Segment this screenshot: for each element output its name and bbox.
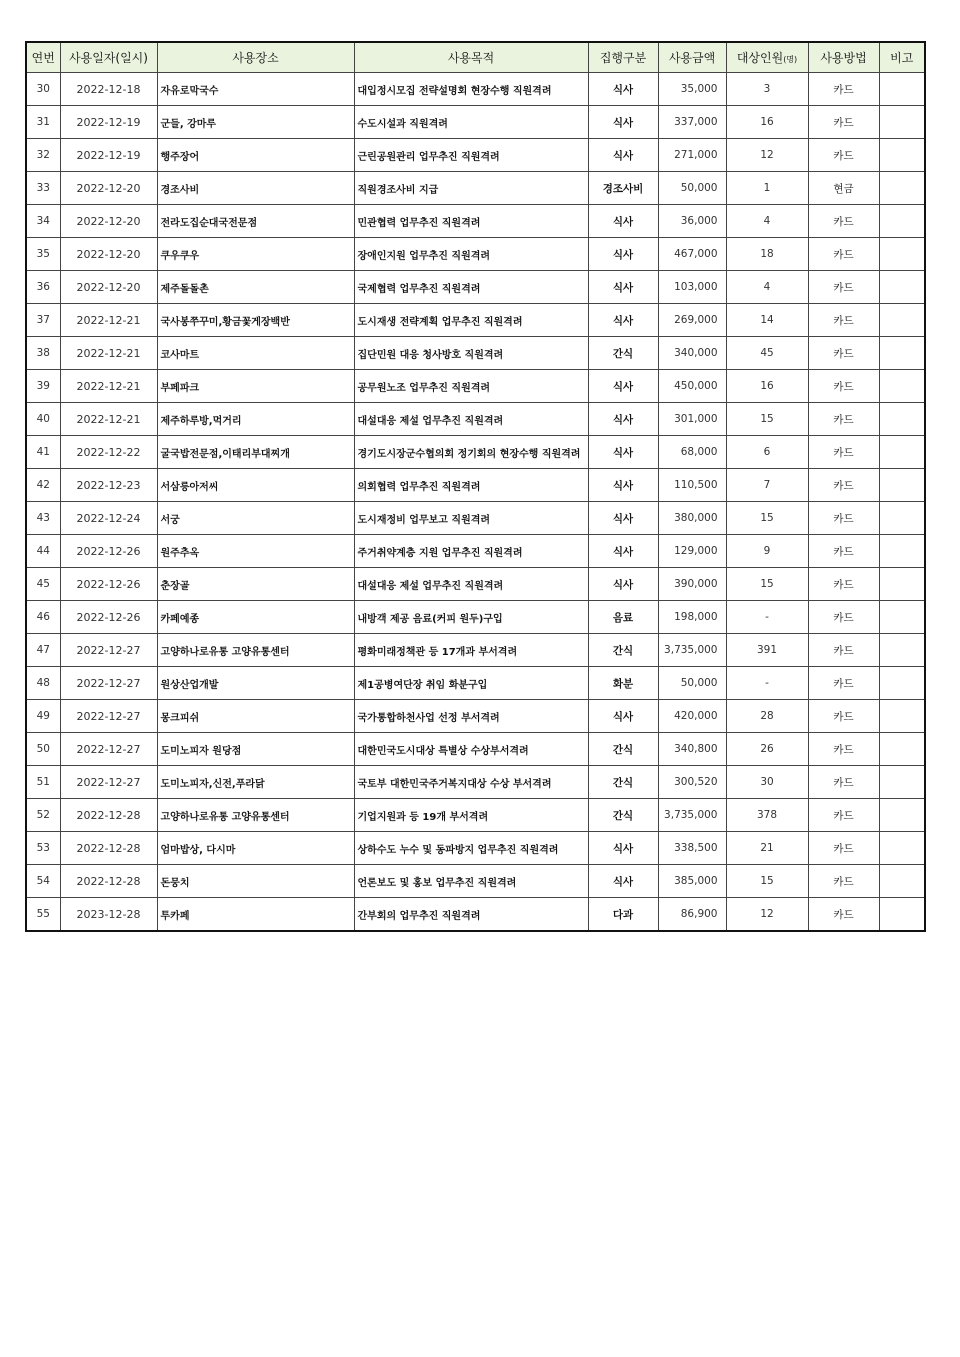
cell-people: 15 [726,865,808,898]
cell-people: 28 [726,700,808,733]
cell-amount: 271,000 [658,139,726,172]
cell-purpose: 집단민원 대응 청사방호 직원격려 [354,337,588,370]
cell-purpose: 대입정시모집 전략설명회 현장수행 직원격려 [354,73,588,106]
cell-people: 14 [726,304,808,337]
cell-purpose: 민관협력 업무추진 직원격려 [354,205,588,238]
table-row [26,733,925,766]
cell-people: 15 [726,403,808,436]
cell-note [879,568,925,601]
cell-category: 다과 [588,898,658,932]
cell-date: 2022-12-26 [60,535,157,568]
cell-purpose: 장애인지원 업무추진 직원격려 [354,238,588,271]
header-people-unit: (명) [783,55,798,64]
cell-method: 카드 [808,634,879,667]
cell-category: 간식 [588,337,658,370]
cell-note [879,832,925,865]
table-row [26,337,925,370]
cell-category: 식사 [588,403,658,436]
cell-method: 카드 [808,436,879,469]
cell-amount: 380,000 [658,502,726,535]
cell-date: 2022-12-27 [60,667,157,700]
cell-amount: 420,000 [658,700,726,733]
cell-note [879,139,925,172]
cell-people: 4 [726,271,808,304]
cell-amount: 340,000 [658,337,726,370]
cell-no: 42 [26,469,60,502]
cell-people: 21 [726,832,808,865]
cell-no: 41 [26,436,60,469]
cell-method: 카드 [808,832,879,865]
cell-note [879,799,925,832]
cell-people: 12 [726,898,808,932]
cell-no: 32 [26,139,60,172]
cell-category: 간식 [588,634,658,667]
table-row [26,436,925,469]
cell-note [879,304,925,337]
cell-amount: 337,000 [658,106,726,139]
cell-place: 서궁 [157,502,354,535]
cell-people: 15 [726,568,808,601]
table-row [26,106,925,139]
cell-date: 2022-12-18 [60,73,157,106]
cell-amount: 300,520 [658,766,726,799]
cell-no: 47 [26,634,60,667]
cell-date: 2022-12-27 [60,700,157,733]
cell-purpose: 공무원노조 업무추진 직원격려 [354,370,588,403]
cell-category: 화분 [588,667,658,700]
cell-note [879,898,925,932]
cell-date: 2022-12-19 [60,106,157,139]
header-place: 사용장소 [157,42,354,73]
cell-category: 식사 [588,502,658,535]
cell-date: 2022-12-28 [60,865,157,898]
table-row [26,568,925,601]
cell-people: 4 [726,205,808,238]
cell-place: 도미노피자 원당점 [157,733,354,766]
cell-place: 경조사비 [157,172,354,205]
cell-no: 48 [26,667,60,700]
cell-people: - [726,601,808,634]
cell-place: 행주장어 [157,139,354,172]
cell-purpose: 평화미래정책관 등 17개과 부서격려 [354,634,588,667]
table-row [26,73,925,106]
table-row [26,370,925,403]
cell-method: 카드 [808,403,879,436]
cell-people: 3 [726,73,808,106]
cell-method: 카드 [808,700,879,733]
cell-amount: 36,000 [658,205,726,238]
cell-no: 30 [26,73,60,106]
cell-note [879,73,925,106]
cell-purpose: 주거취약계층 지원 업무추진 직원격려 [354,535,588,568]
header-method: 사용방법 [808,42,879,73]
cell-category: 식사 [588,271,658,304]
cell-category: 식사 [588,469,658,502]
cell-purpose: 의회협력 업무추진 직원격려 [354,469,588,502]
cell-method: 카드 [808,865,879,898]
cell-purpose: 제1공병여단장 취임 화분구입 [354,667,588,700]
cell-date: 2022-12-26 [60,568,157,601]
cell-date: 2022-12-21 [60,403,157,436]
cell-note [879,370,925,403]
cell-date: 2022-12-20 [60,172,157,205]
cell-method: 카드 [808,601,879,634]
cell-purpose: 내방객 제공 음료(커피 원두)구입 [354,601,588,634]
cell-note [879,271,925,304]
table-row [26,403,925,436]
table-header-row [26,42,925,73]
cell-purpose: 국제협력 업무추진 직원격려 [354,271,588,304]
cell-category: 식사 [588,106,658,139]
cell-amount: 50,000 [658,667,726,700]
table-row [26,238,925,271]
cell-note [879,634,925,667]
cell-amount: 129,000 [658,535,726,568]
cell-place: 원주추옥 [157,535,354,568]
header-people-label: 대상인원 [736,51,784,65]
cell-no: 45 [26,568,60,601]
cell-place: 굴국밥전문점,이태리부대찌개 [157,436,354,469]
cell-no: 39 [26,370,60,403]
cell-method: 카드 [808,799,879,832]
cell-place: 몽크피쉬 [157,700,354,733]
cell-note [879,865,925,898]
cell-place: 투카페 [157,898,354,932]
cell-no: 40 [26,403,60,436]
cell-place: 국사봉쭈꾸미,황금꽃게장백반 [157,304,354,337]
cell-note [879,238,925,271]
cell-category: 식사 [588,370,658,403]
header-people [726,42,808,73]
cell-amount: 390,000 [658,568,726,601]
header-no: 연번 [26,42,60,73]
cell-amount: 35,000 [658,73,726,106]
cell-no: 55 [26,898,60,932]
cell-place: 자유로막국수 [157,73,354,106]
cell-no: 51 [26,766,60,799]
cell-place: 전라도집순대국전문점 [157,205,354,238]
cell-category: 식사 [588,73,658,106]
cell-method: 카드 [808,766,879,799]
header-date: 사용일자(일시) [60,42,157,73]
cell-place: 돈뭉치 [157,865,354,898]
cell-date: 2022-12-21 [60,304,157,337]
cell-amount: 3,735,000 [658,799,726,832]
cell-method: 카드 [808,205,879,238]
cell-no: 35 [26,238,60,271]
cell-category: 식사 [588,139,658,172]
cell-people: 6 [726,436,808,469]
cell-people: 15 [726,502,808,535]
cell-note [879,667,925,700]
cell-place: 쿠우쿠우 [157,238,354,271]
cell-place: 카페예종 [157,601,354,634]
cell-note [879,106,925,139]
cell-people: 26 [726,733,808,766]
table-row [26,304,925,337]
cell-date: 2022-12-28 [60,832,157,865]
cell-place: 고양하나로유통 고양유통센터 [157,799,354,832]
cell-purpose: 경기도시장군수협의회 정기회의 현장수행 직원격려 [354,436,588,469]
cell-purpose: 도시재생 전략계획 업무추진 직원격려 [354,304,588,337]
cell-no: 49 [26,700,60,733]
cell-place: 엄마밥상, 다시마 [157,832,354,865]
cell-method: 카드 [808,667,879,700]
table-row [26,205,925,238]
cell-amount: 103,000 [658,271,726,304]
cell-category: 간식 [588,733,658,766]
cell-note [879,436,925,469]
table-row [26,634,925,667]
cell-purpose: 대한민국도시대상 특별상 수상부서격려 [354,733,588,766]
cell-purpose: 대설대응 제설 업무추진 직원격려 [354,568,588,601]
table-body [26,73,925,932]
cell-note [879,700,925,733]
cell-people: 391 [726,634,808,667]
cell-date: 2022-12-27 [60,733,157,766]
cell-date: 2022-12-20 [60,271,157,304]
cell-method: 카드 [808,271,879,304]
cell-amount: 68,000 [658,436,726,469]
cell-date: 2022-12-27 [60,766,157,799]
cell-amount: 50,000 [658,172,726,205]
table-row [26,865,925,898]
cell-no: 46 [26,601,60,634]
cell-no: 43 [26,502,60,535]
cell-date: 2023-12-28 [60,898,157,932]
cell-people: 16 [726,106,808,139]
cell-people: 378 [726,799,808,832]
cell-no: 53 [26,832,60,865]
cell-date: 2022-12-19 [60,139,157,172]
cell-note [879,403,925,436]
cell-no: 54 [26,865,60,898]
cell-place: 코사마트 [157,337,354,370]
cell-people: - [726,667,808,700]
cell-method: 카드 [808,535,879,568]
cell-note [879,766,925,799]
cell-category: 식사 [588,700,658,733]
cell-purpose: 도시재정비 업무보고 직원격려 [354,502,588,535]
table-row [26,898,925,932]
cell-amount: 198,000 [658,601,726,634]
cell-category: 식사 [588,205,658,238]
cell-place: 부페파크 [157,370,354,403]
cell-place: 춘장골 [157,568,354,601]
cell-method: 카드 [808,73,879,106]
cell-amount: 269,000 [658,304,726,337]
cell-date: 2022-12-20 [60,238,157,271]
cell-people: 30 [726,766,808,799]
cell-note [879,733,925,766]
cell-purpose: 수도시설과 직원격려 [354,106,588,139]
table-row [26,601,925,634]
table-row [26,469,925,502]
cell-amount: 86,900 [658,898,726,932]
cell-amount: 450,000 [658,370,726,403]
expense-table [25,41,926,932]
cell-method: 카드 [808,898,879,932]
cell-category: 간식 [588,766,658,799]
cell-amount: 338,500 [658,832,726,865]
header-purpose: 사용목적 [354,42,588,73]
cell-note [879,172,925,205]
cell-date: 2022-12-27 [60,634,157,667]
table-row [26,799,925,832]
cell-category: 식사 [588,304,658,337]
cell-people: 45 [726,337,808,370]
cell-purpose: 간부회의 업무추진 직원격려 [354,898,588,932]
cell-purpose: 상하수도 누수 및 동파방지 업무추진 직원격려 [354,832,588,865]
cell-purpose: 국가통합하천사업 선정 부서격려 [354,700,588,733]
cell-method: 카드 [808,337,879,370]
cell-category: 식사 [588,238,658,271]
cell-place: 군들, 강마루 [157,106,354,139]
cell-purpose: 대설대응 제설 업무추진 직원격려 [354,403,588,436]
cell-no: 38 [26,337,60,370]
cell-no: 50 [26,733,60,766]
header-note: 비고 [879,42,925,73]
cell-method: 현금 [808,172,879,205]
cell-date: 2022-12-24 [60,502,157,535]
cell-amount: 467,000 [658,238,726,271]
cell-date: 2022-12-23 [60,469,157,502]
header-amount: 사용금액 [658,42,726,73]
cell-no: 37 [26,304,60,337]
cell-note [879,535,925,568]
table-row [26,172,925,205]
cell-method: 카드 [808,469,879,502]
cell-people: 18 [726,238,808,271]
table-row [26,502,925,535]
cell-place: 도미노피자,신전,푸라닭 [157,766,354,799]
cell-no: 34 [26,205,60,238]
table-row [26,766,925,799]
cell-place: 서삼릉아저씨 [157,469,354,502]
cell-amount: 301,000 [658,403,726,436]
cell-purpose: 언론보도 및 홍보 업무추진 직원격려 [354,865,588,898]
cell-method: 카드 [808,106,879,139]
cell-category: 식사 [588,832,658,865]
cell-note [879,469,925,502]
cell-date: 2022-12-26 [60,601,157,634]
cell-no: 33 [26,172,60,205]
cell-purpose: 국토부 대한민국주거복지대상 수상 부서격려 [354,766,588,799]
cell-people: 12 [726,139,808,172]
cell-people: 16 [726,370,808,403]
cell-amount: 385,000 [658,865,726,898]
cell-date: 2022-12-28 [60,799,157,832]
cell-no: 44 [26,535,60,568]
cell-category: 식사 [588,865,658,898]
cell-method: 카드 [808,370,879,403]
cell-amount: 3,735,000 [658,634,726,667]
cell-category: 식사 [588,436,658,469]
cell-category: 간식 [588,799,658,832]
table-row [26,667,925,700]
table-row [26,139,925,172]
cell-category: 경조사비 [588,172,658,205]
cell-place: 제주하루방,먹거리 [157,403,354,436]
cell-purpose: 근린공원관리 업무추진 직원격려 [354,139,588,172]
header-category: 집행구분 [588,42,658,73]
cell-category: 음료 [588,601,658,634]
table-row [26,700,925,733]
cell-note [879,502,925,535]
cell-method: 카드 [808,238,879,271]
cell-no: 31 [26,106,60,139]
cell-method: 카드 [808,139,879,172]
cell-note [879,601,925,634]
cell-note [879,205,925,238]
cell-place: 제주돌돌촌 [157,271,354,304]
cell-note [879,337,925,370]
cell-people: 7 [726,469,808,502]
table-row [26,832,925,865]
cell-no: 36 [26,271,60,304]
cell-date: 2022-12-21 [60,337,157,370]
table-row [26,535,925,568]
cell-purpose: 직원경조사비 지급 [354,172,588,205]
table-row [26,271,925,304]
cell-method: 카드 [808,568,879,601]
cell-category: 식사 [588,535,658,568]
cell-date: 2022-12-21 [60,370,157,403]
cell-place: 고양하나로유통 고양유통센터 [157,634,354,667]
cell-method: 카드 [808,304,879,337]
cell-amount: 110,500 [658,469,726,502]
cell-purpose: 기업지원과 등 19개 부서격려 [354,799,588,832]
cell-date: 2022-12-20 [60,205,157,238]
cell-amount: 340,800 [658,733,726,766]
cell-place: 원상산업개발 [157,667,354,700]
cell-method: 카드 [808,733,879,766]
cell-people: 9 [726,535,808,568]
cell-category: 식사 [588,568,658,601]
cell-date: 2022-12-22 [60,436,157,469]
cell-method: 카드 [808,502,879,535]
cell-no: 52 [26,799,60,832]
cell-people: 1 [726,172,808,205]
